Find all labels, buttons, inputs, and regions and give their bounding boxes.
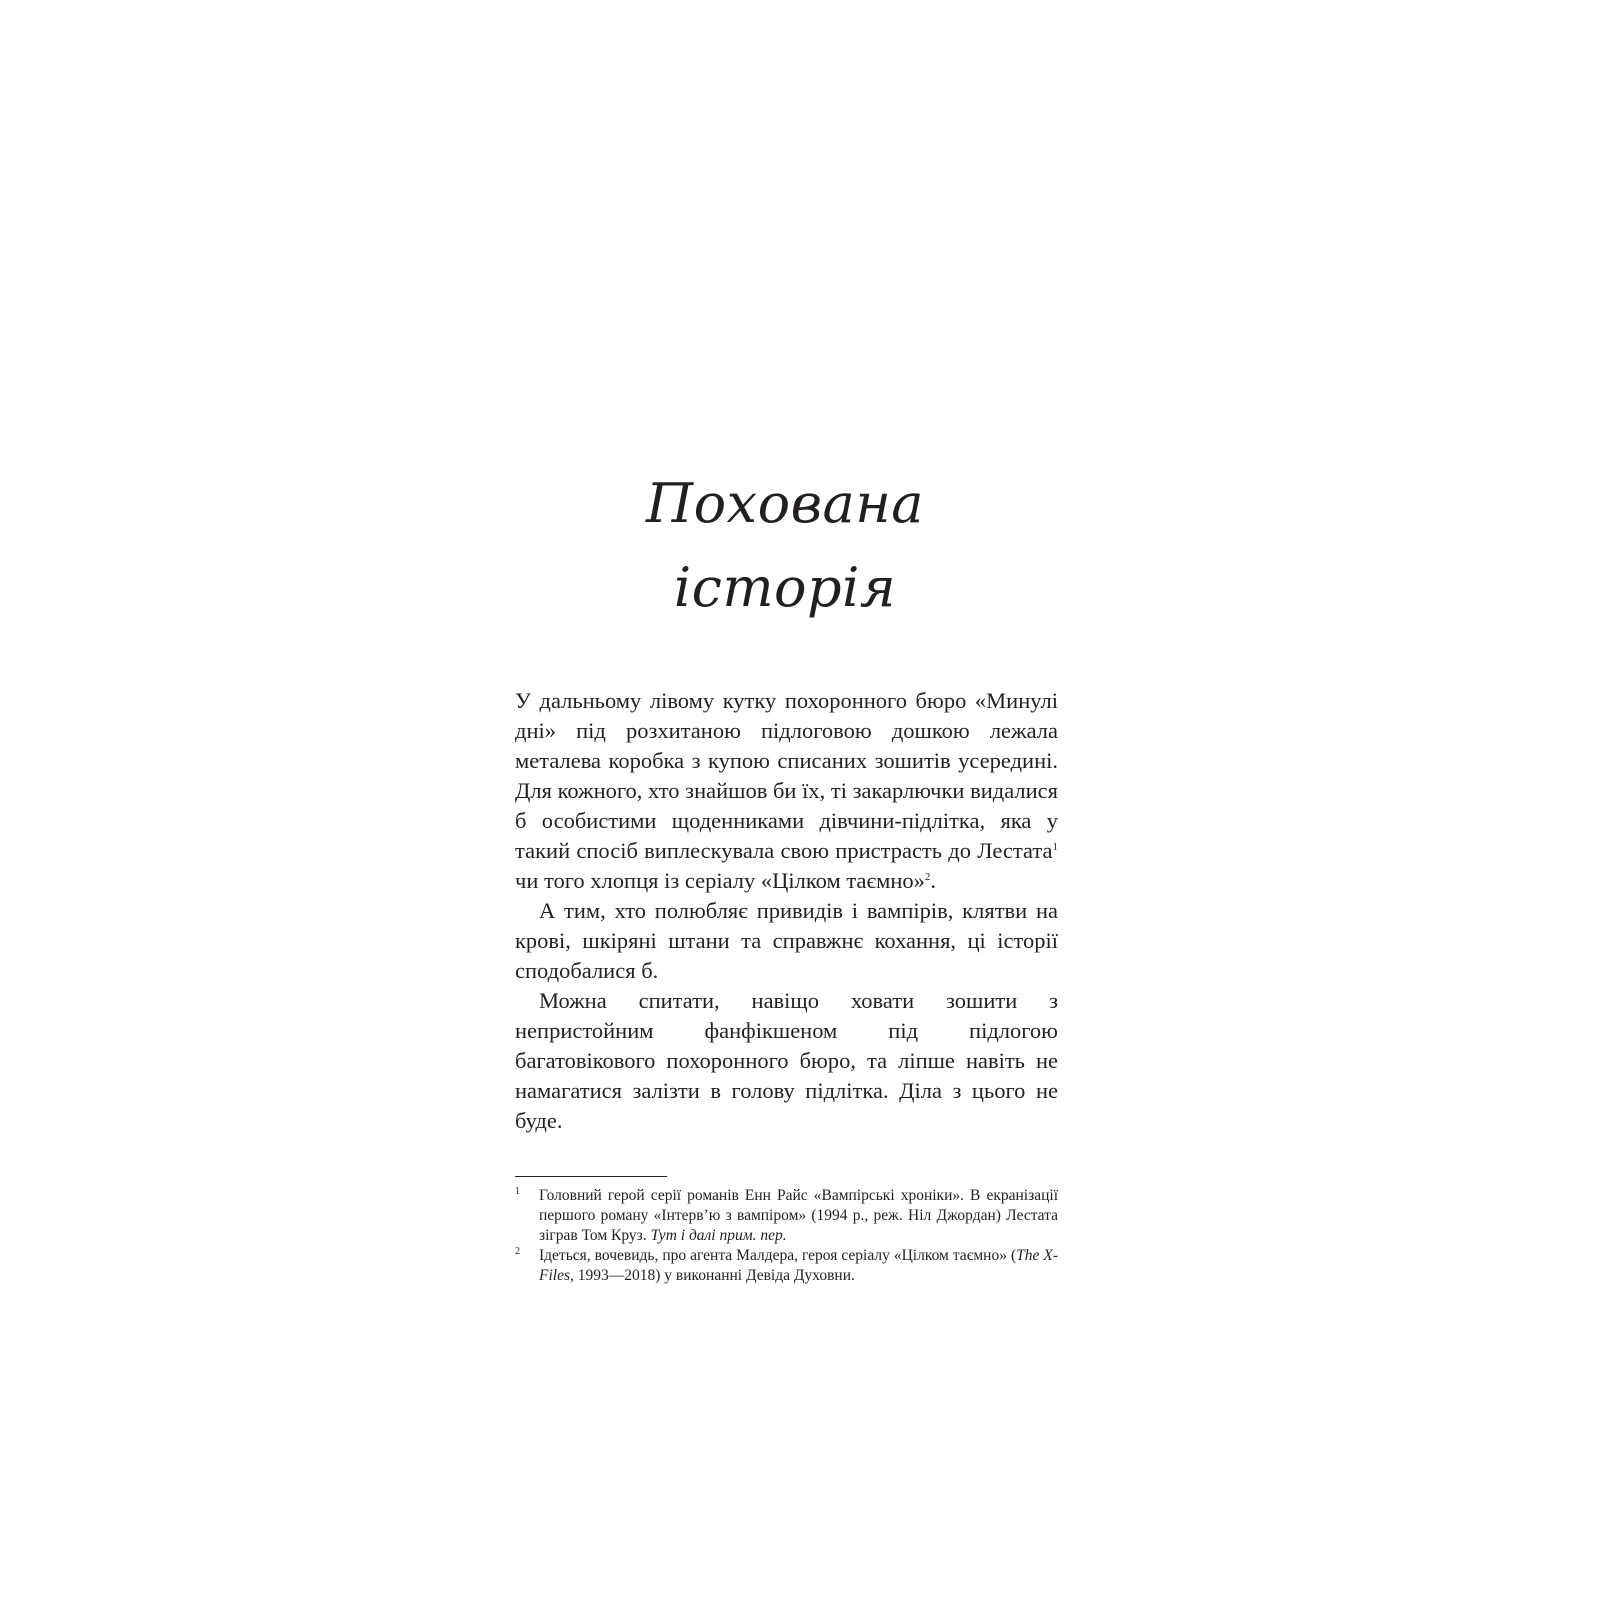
paragraph-1: [515, 686, 1058, 896]
footnote-2-italic: The X-Files: [539, 1247, 1058, 1284]
footnote-1-text: Головний герой серії романів Енн Райс «Вампірські хроніки». В екранізації першого роману «Інтерв’ю з вампіром» (1994 р., реж. Ніл Джордан) Лестата зіграв Том Круз.: [539, 1187, 1058, 1244]
footnotes: [515, 1186, 1058, 1286]
footnote-divider: [515, 1176, 667, 1177]
footnote-ref-1[interactable]: 1: [1052, 841, 1058, 853]
chapter-title: [500, 462, 1070, 630]
paragraph-1-text-c: .: [930, 868, 937, 893]
paragraph-1-text-b: чи того хлопця із серіалу «Цілком таємно»: [515, 868, 925, 893]
footnote-2-text-a: Ідеться, вочевидь, про агента Малдера, героя серіалу «Цілком таємно» (: [539, 1247, 1017, 1264]
footnote-2-text-b: , 1993—2018) у виконанні Девіда Духовни.: [570, 1267, 855, 1284]
footnote-1-italic: Тут і далі прим. пер.: [650, 1227, 787, 1244]
chapter-title-line-1: Похована: [646, 472, 924, 535]
paragraph-3: Можна спитати, навіщо ховати зошити з непристойним фанфікшеном під підлогою багатовікового похоронного бюро, та ліпше навіть не намагатися залізти в голову підлітка. Діла з цього не буде.: [515, 988, 1058, 1133]
footnote-1-number: 1: [515, 1186, 520, 1197]
paragraph-1-text-a: У дальньому лівому кутку похоронного бюро «Минулі дні» під розхитаною підлоговою дошкою лежала металева коробка з купою списаних зошитів усередині. Для кожного, хто знайшов би їх, ті закарлючки видалися б особистими щоденниками дівчини-підлітка, яка у такий спосіб виплескувала свою пристрасть до Лестата: [515, 688, 1058, 863]
body-text: [515, 686, 1058, 1136]
footnote-2-number: 2: [515, 1246, 520, 1257]
footnote-2: [515, 1246, 1058, 1286]
paragraph-2: А тим, хто полюбляє привидів і вампірів, клятви на крові, шкіряні штани та справжнє кохання, ці історії сподобалися б.: [515, 898, 1058, 983]
footnote-1: [515, 1186, 1058, 1246]
footnote-ref-2[interactable]: 2: [924, 871, 931, 883]
chapter-title-line-2: історія: [673, 556, 897, 619]
